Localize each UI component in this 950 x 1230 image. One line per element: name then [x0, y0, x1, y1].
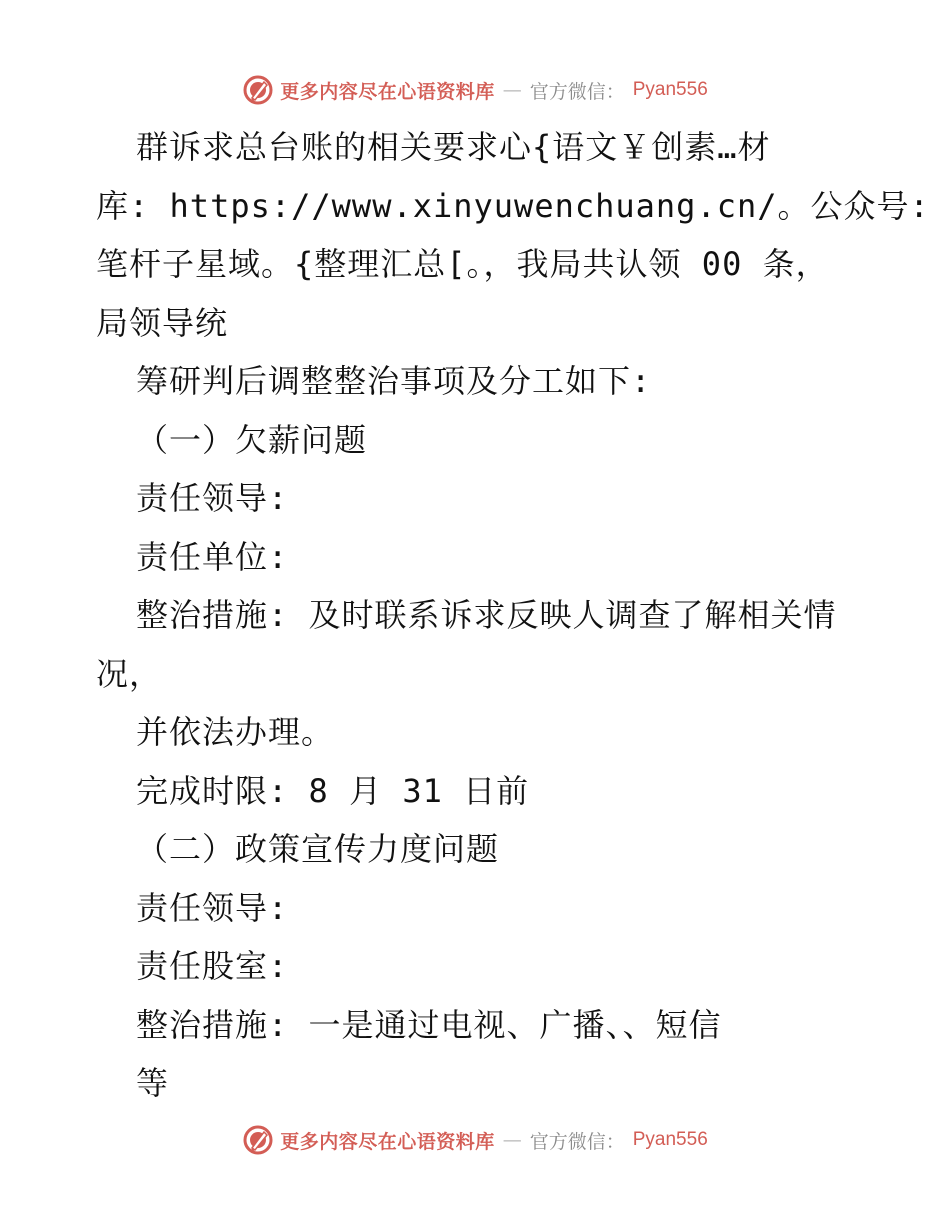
watermark-text: 更多内容尽在心语资料库 [280, 1130, 495, 1153]
watermark-wechat-id: Pyan556 [632, 79, 708, 100]
watermark-wechat-id: Pyan556 [632, 1129, 708, 1150]
footer-watermark [0, 1120, 950, 1160]
text-line: （一）欠薪问题 [136, 420, 368, 459]
text-line: 局领导统 [96, 303, 229, 342]
watermark-dash: — [502, 1129, 522, 1151]
document-body [96, 118, 930, 1113]
text-line: 整治措施: 及时联系诉求反映人调查了解相关情 [136, 596, 837, 634]
footer-watermark-content [242, 1124, 708, 1156]
header-watermark [0, 70, 950, 110]
pen-logo-icon [242, 1124, 274, 1156]
text-line: 况， [96, 654, 163, 693]
watermark-dash: — [502, 79, 522, 101]
watermark-text: 更多内容尽在心语资料库 [280, 80, 495, 103]
text-line: （二）政策宣传力度问题 [136, 830, 500, 868]
text-line: 责任领导: [136, 888, 289, 927]
text-line: 整治措施: 一是通过电视、广播、、短信 [136, 1005, 722, 1044]
text-line: 责任股室: [136, 947, 289, 985]
text-line: 筹研判后调整整治事项及分工如下: [136, 362, 652, 400]
text-line: 责任领导: [136, 479, 289, 517]
text-line: 责任单位: [136, 537, 289, 576]
text-line: 等 [136, 1064, 170, 1102]
text-line: 笔杆子星域。{整理汇总[。，我局共认领 00 条， [96, 245, 829, 283]
text-line: 并依法办理。 [136, 713, 335, 751]
text-line: 完成时限: 8 月 31 日前 [136, 771, 530, 810]
watermark-wechat-label: 官方微信： [529, 80, 625, 103]
watermark-wechat-label: 官方微信： [529, 1130, 625, 1153]
pen-logo-icon [242, 74, 274, 106]
text-line: 库: https://www.xinyuwenchuang.cn/。公众号: [96, 186, 930, 225]
header-watermark-content [242, 74, 708, 106]
text-line: 群诉求总台账的相关要求心{语文￥创素…材 [136, 128, 771, 166]
